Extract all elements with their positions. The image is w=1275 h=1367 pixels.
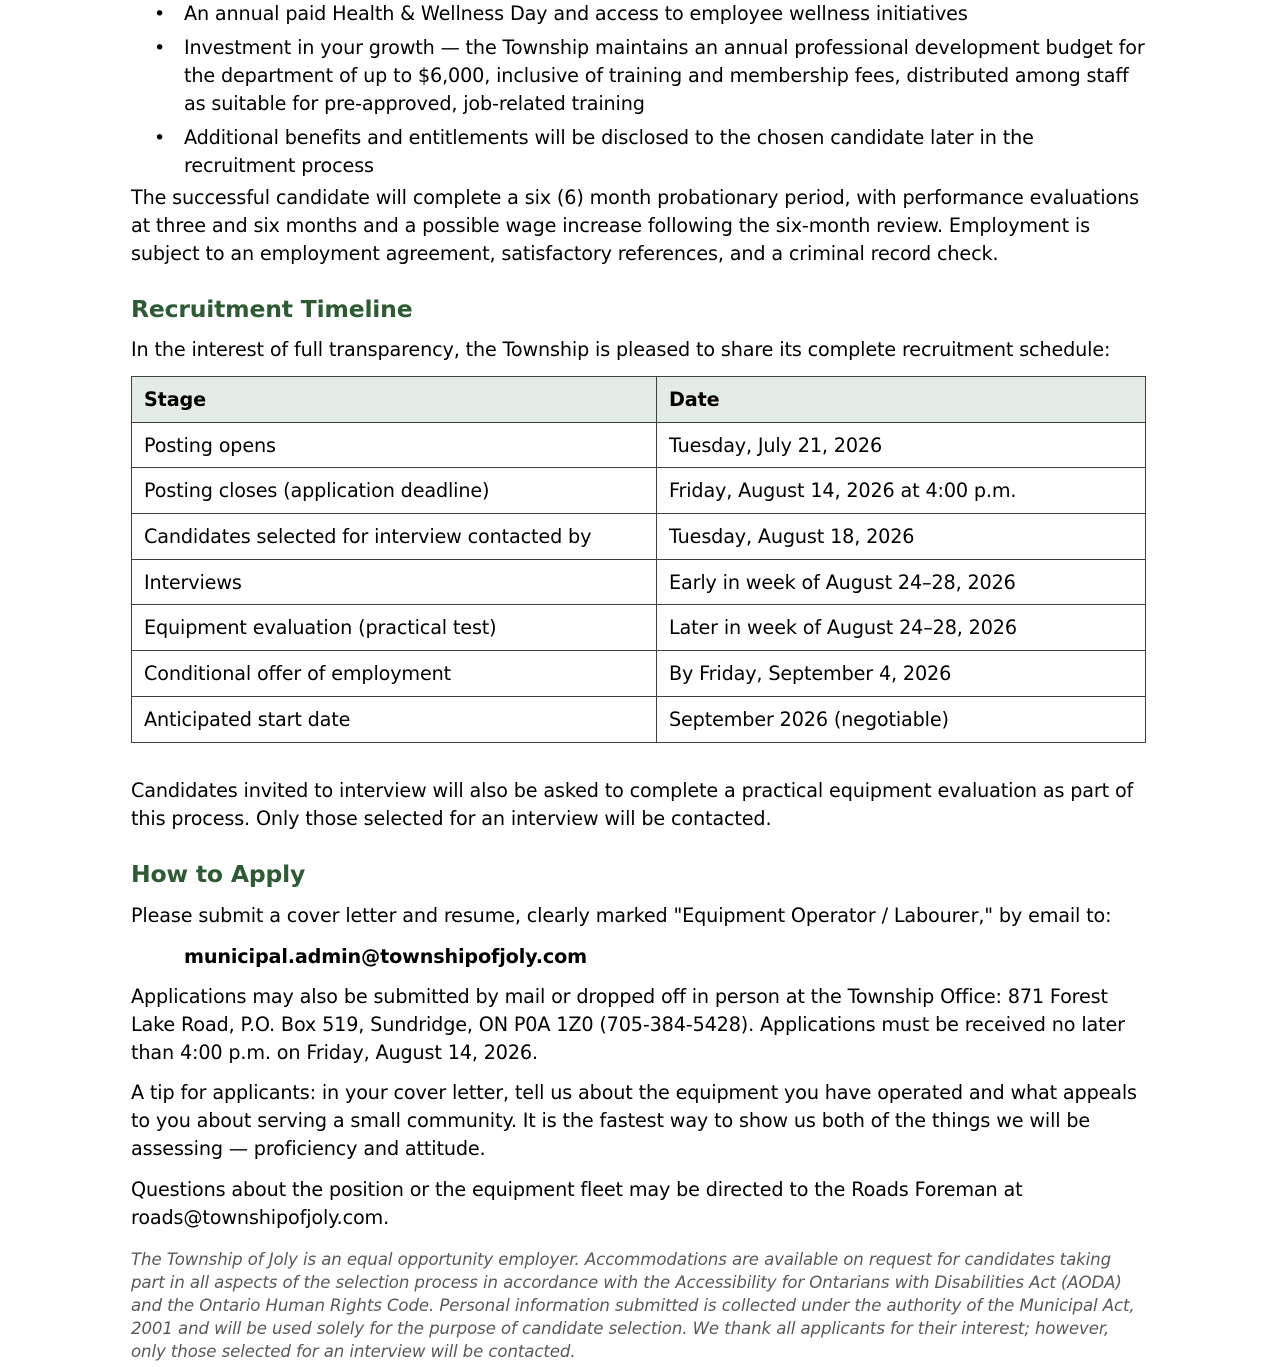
questions-paragraph: Questions about the position or the equipment fleet may be directed to the Roads Foreman at roads@townshipofjoly.com. — [131, 1178, 1023, 1229]
applicant-tip-paragraph: A tip for applicants: in your cover letter, tell us about the equipment you have operated and what appeals to you about serving a small community. It is the fastest way to show us both of the things we will be assessing — proficiency and attitude. — [131, 1081, 1137, 1160]
timeline-intro-paragraph: In the interest of full transparency, the Township is pleased to share its complete recruitment schedule: — [131, 338, 1111, 361]
table-row — [132, 422, 1146, 468]
recruitment-timeline-table — [131, 376, 1146, 743]
benefits-list — [131, 0, 1145, 186]
date-cell: Friday, August 14, 2026 at 4:00 p.m. — [657, 468, 1146, 514]
stage-cell: Candidates selected for interview contacted by — [132, 514, 657, 560]
table-row — [132, 514, 1146, 560]
column-header-date: Date — [657, 377, 1146, 423]
table-row — [132, 605, 1146, 651]
date-cell: Later in week of August 24–28, 2026 — [657, 605, 1146, 651]
table-row — [132, 468, 1146, 514]
column-header-stage: Stage — [132, 377, 657, 423]
submit-instructions-paragraph: Please submit a cover letter and resume, clearly marked "Equipment Operator / Labourer," by email to: — [131, 904, 1112, 927]
probation-paragraph: The successful candidate will complete a six (6) month probationary period, with performance evaluations at three and six months and a possible wage increase following the six-month review. Employment is subject to an employment agreement, satisfactory references, and a criminal record check. — [131, 186, 1139, 265]
date-cell: By Friday, September 4, 2026 — [657, 651, 1146, 697]
stage-cell: Conditional offer of employment — [132, 651, 657, 697]
table-header-row — [132, 377, 1146, 423]
interview-note-paragraph: Candidates invited to interview will also be asked to complete a practical equipment evaluation as part of this process. Only those selected for an interview will be contacted. — [131, 779, 1134, 830]
how-to-apply-heading: How to Apply — [131, 860, 306, 888]
equal-opportunity-disclaimer: The Township of Joly is an equal opportunity employer. Accommodations are available on request for candidates taking part in all aspects of the selection process in accordance with the Accessibility for Ontarians with Disabilities Act (AODA) and the Ontario Human Rights Code. Personal information submitted is collected under the authority of the Municipal Act, 2001 and will be used solely for the purpose of candidate selection. We thank all applicants for their interest; however, only those selected for an interview will be contacted. — [131, 1250, 1135, 1361]
stage-cell: Anticipated start date — [132, 696, 657, 742]
date-cell: September 2026 (negotiable) — [657, 696, 1146, 742]
date-cell: Tuesday, August 18, 2026 — [657, 514, 1146, 560]
mail-instructions-paragraph: Applications may also be submitted by mail or dropped off in person at the Township Office: 871 Forest Lake Road, P.O. Box 519, Sundridge, ON P0A 1Z0 (705-384-5428). Applications must be received no later than 4:00 p.m. on Friday, August 14, 2026. — [131, 985, 1125, 1064]
recruitment-timeline-heading: Recruitment Timeline — [131, 295, 413, 323]
list-item: • An annual paid Health & Wellness Day and access to employee wellness initiatives — [131, 0, 1145, 28]
date-cell: Early in week of August 24–28, 2026 — [657, 559, 1146, 605]
stage-cell: Equipment evaluation (practical test) — [132, 605, 657, 651]
list-item: • Additional benefits and entitlements will be disclosed to the chosen candidate later in the recruitment process — [131, 124, 1145, 180]
table-row — [132, 651, 1146, 697]
stage-cell: Posting closes (application deadline) — [132, 468, 657, 514]
list-item: • Investment in your growth — the Township maintains an annual professional development budget for the department of up to $6,000, inclusive of training and membership fees, distributed among staff as suitable for pre-approved, job-related training — [131, 34, 1145, 118]
table-row — [132, 696, 1146, 742]
application-email: municipal.admin@townshipofjoly.com — [184, 945, 587, 968]
stage-cell: Interviews — [132, 559, 657, 605]
date-cell: Tuesday, July 21, 2026 — [657, 422, 1146, 468]
stage-cell: Posting opens — [132, 422, 657, 468]
table-row — [132, 559, 1146, 605]
